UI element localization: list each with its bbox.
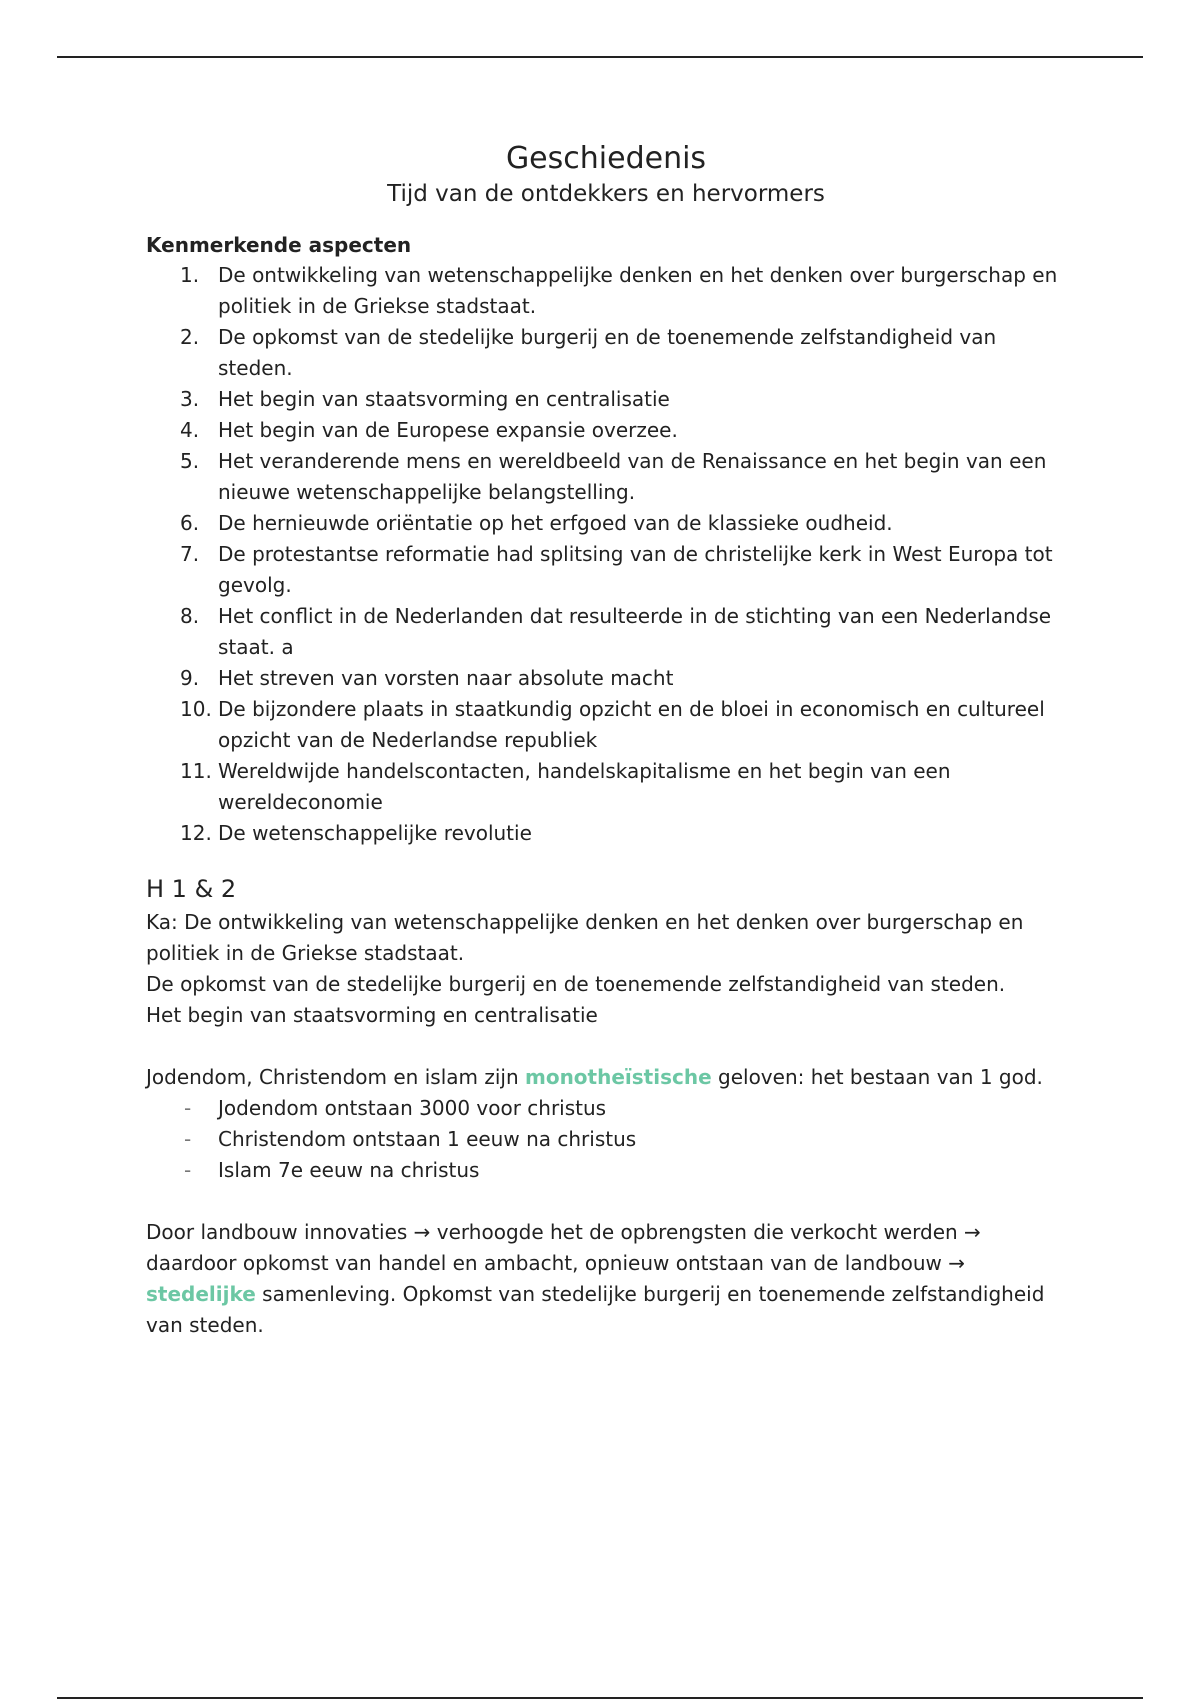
- list-item: [146, 1124, 1066, 1155]
- agriculture-paragraph: [146, 1217, 1066, 1341]
- list-item: [146, 663, 1066, 694]
- list-number: 8.: [180, 604, 200, 628]
- aspects-list: [146, 260, 1066, 849]
- list-text: Christendom ontstaan 1 eeuw na christus: [218, 1127, 637, 1151]
- list-item: [146, 694, 1066, 756]
- list-number: 6.: [180, 511, 200, 535]
- bottom-rule: [57, 1697, 1143, 1699]
- list-text: Het streven van vorsten naar absolute macht: [218, 666, 674, 690]
- list-text: De opkomst van de stedelijke burgerij en de toenemende zelfstandigheid van steden.: [218, 325, 997, 380]
- list-text: Wereldwijde handelscontacten, handelskapitalisme en het begin van een wereldeconomie: [218, 759, 951, 814]
- list-item: [146, 601, 1066, 663]
- list-number: 3.: [180, 387, 200, 411]
- list-item: [146, 539, 1066, 601]
- list-number: 11.: [180, 759, 212, 783]
- list-item: [146, 818, 1066, 849]
- religion-paragraph: [146, 1062, 1066, 1093]
- dash-bullet: -: [184, 1127, 192, 1151]
- highlight-term-urban: stedelijke: [146, 1282, 256, 1306]
- list-text: De protestantse reformatie had splitsing van de christelijke kerk in West Europa tot gevolg.: [218, 542, 1053, 597]
- list-item: [146, 756, 1066, 818]
- list-item: [146, 508, 1066, 539]
- list-number: 7.: [180, 542, 200, 566]
- list-text: De wetenschappelijke revolutie: [218, 821, 532, 845]
- list-item: [146, 384, 1066, 415]
- list-text: De bijzondere plaats in staatkundig opzicht en de bloei in economisch en cultureel opzicht van de Nederlandse republiek: [218, 697, 1045, 752]
- top-rule: [57, 56, 1143, 58]
- list-number: 9.: [180, 666, 200, 690]
- list-number: 4.: [180, 418, 200, 442]
- dash-bullet: -: [184, 1158, 192, 1182]
- page-title: Geschiedenis: [505, 141, 707, 176]
- list-text: Het begin van de Europese expansie overzee.: [218, 418, 678, 442]
- list-text: De ontwikkeling van wetenschappelijke denken en het denken over burgerschap en politiek in de Griekse stadstaat.: [218, 263, 1058, 318]
- list-text: Jodendom ontstaan 3000 voor christus: [218, 1096, 607, 1120]
- list-item: [146, 322, 1066, 384]
- list-number: 10.: [180, 697, 212, 721]
- ka-line-3: Het begin van staatsvorming en centralisatie: [146, 1003, 598, 1027]
- agriculture-text-2: samenleving. Opkomst van stedelijke burgerij en toenemende zelfstandigheid van steden.: [146, 1282, 1045, 1337]
- paragraph-gap: [146, 1031, 1066, 1062]
- list-item: [146, 1155, 1066, 1186]
- chapter-heading: H 1 & 2: [146, 875, 237, 903]
- religion-text-after: geloven: het bestaan van 1 god.: [711, 1065, 1043, 1089]
- agriculture-text-1: Door landbouw innovaties → verhoogde het de opbrengsten die verkocht werden → daardoor opkomst van handel en ambacht, opnieuw ontstaan van de landbouw →: [146, 1220, 981, 1275]
- dash-bullet: -: [184, 1096, 192, 1120]
- list-item: [146, 446, 1066, 508]
- list-text: Het begin van staatsvorming en centralisatie: [218, 387, 670, 411]
- list-text: De hernieuwde oriëntatie op het erfgoed van de klassieke oudheid.: [218, 511, 893, 535]
- list-text: Het veranderende mens en wereldbeeld van de Renaissance en het begin van een nieuwe wetenschappelijke belangstelling.: [218, 449, 1047, 504]
- list-text: Islam 7e eeuw na christus: [218, 1158, 480, 1182]
- religion-text-before: Jodendom, Christendom en islam zijn: [146, 1065, 525, 1089]
- list-text: Het conflict in de Nederlanden dat resulteerde in de stichting van een Nederlandse staat. a: [218, 604, 1052, 659]
- document-page: [146, 140, 1066, 1341]
- paragraph-gap: [146, 1186, 1066, 1217]
- list-number: 2.: [180, 325, 200, 349]
- aspects-heading: Kenmerkende aspecten: [146, 233, 412, 257]
- list-number: 1.: [180, 263, 200, 287]
- ka-line-1: Ka: De ontwikkeling van wetenschappelijke denken en het denken over burgerschap en politiek in de Griekse stadstaat.: [146, 910, 1024, 965]
- religion-list: [146, 1093, 1066, 1186]
- list-number: 12.: [180, 821, 212, 845]
- page-subtitle: Tijd van de ontdekkers en hervormers: [387, 181, 825, 207]
- highlight-term-monotheistic: monotheïstische: [524, 1065, 712, 1089]
- list-item: [146, 1093, 1066, 1124]
- ka-line-2: De opkomst van de stedelijke burgerij en de toenemende zelfstandigheid van steden.: [146, 972, 1006, 996]
- list-number: 5.: [180, 449, 200, 473]
- list-item: [146, 260, 1066, 322]
- list-item: [146, 415, 1066, 446]
